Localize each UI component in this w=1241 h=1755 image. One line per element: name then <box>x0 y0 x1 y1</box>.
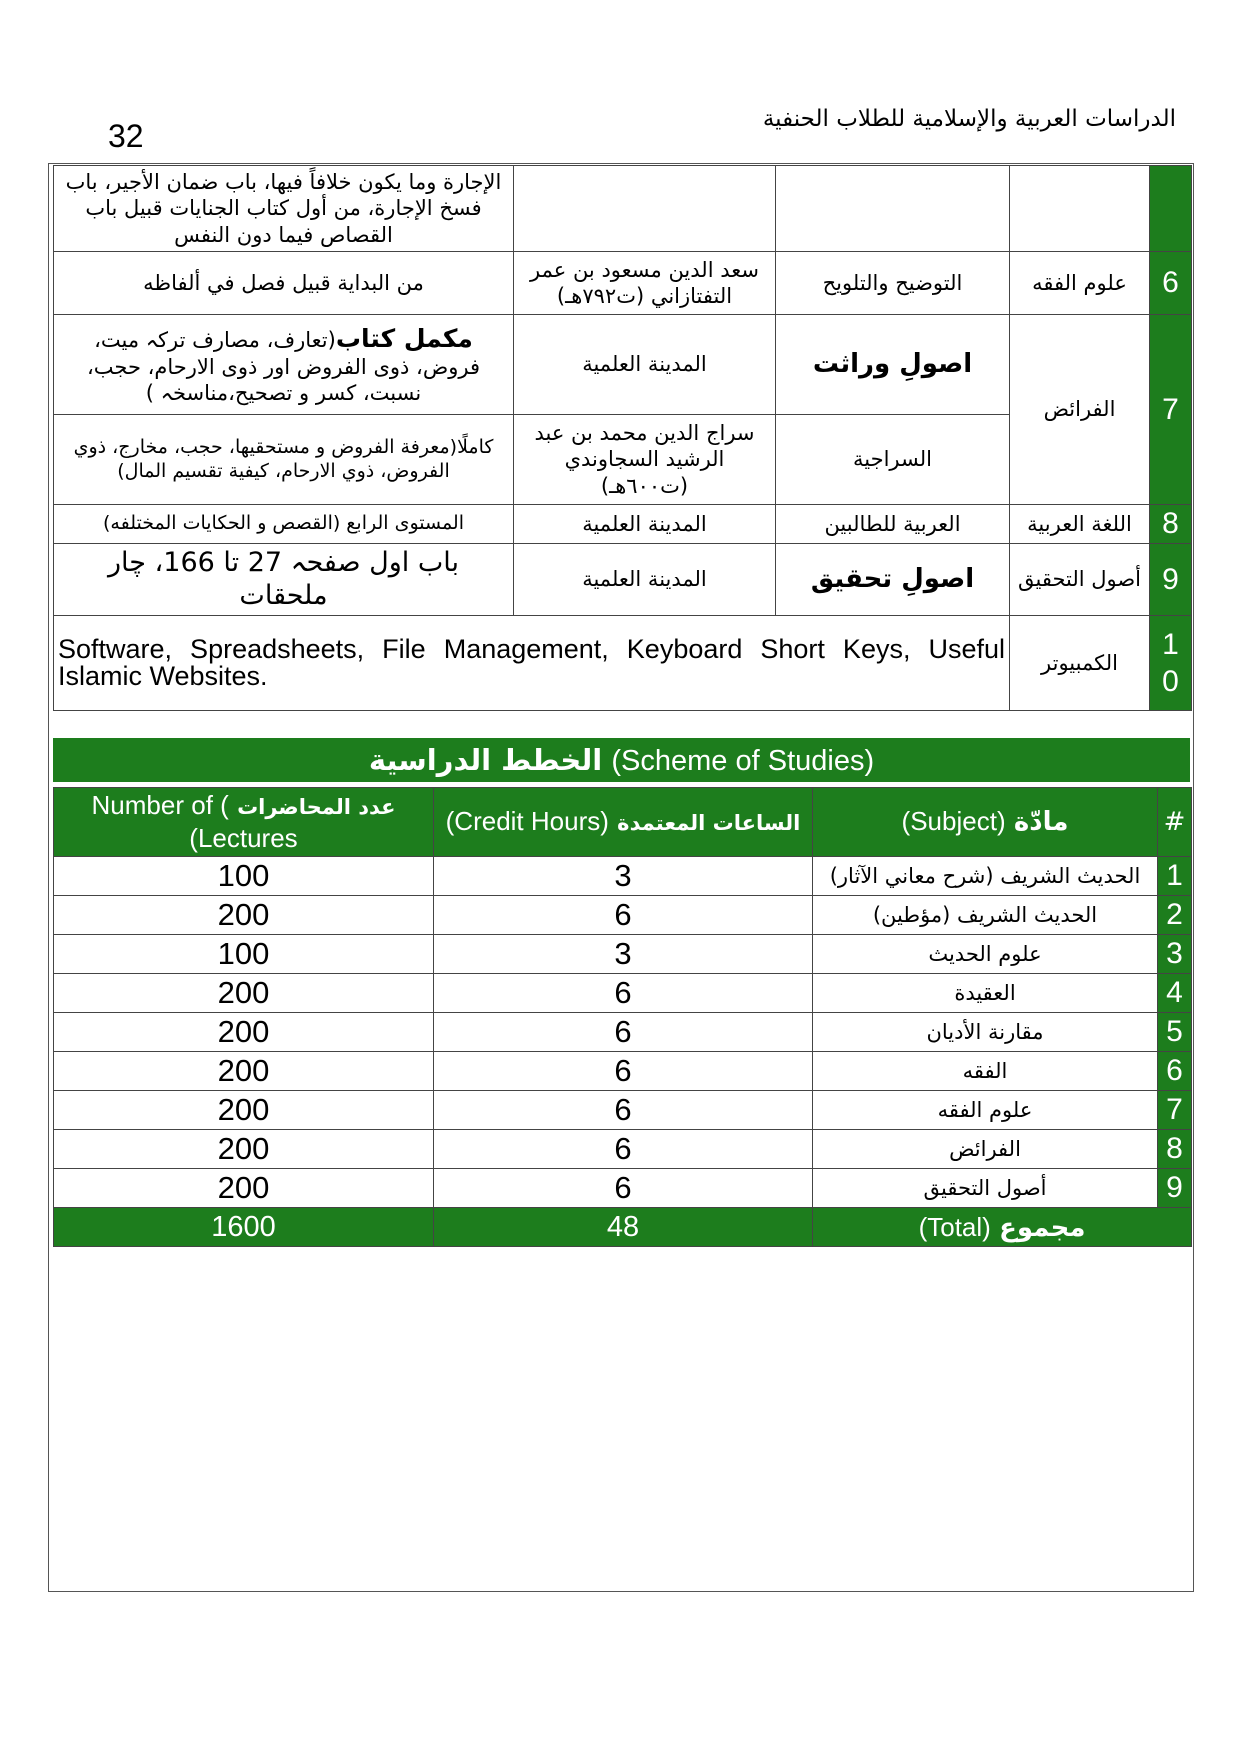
lectures-cell: 100 <box>54 857 434 896</box>
row-number: 6 <box>1150 252 1192 315</box>
book-cell: اصولِ وراثت <box>776 315 1010 415</box>
col-subject-ar: مادّة <box>1013 807 1069 838</box>
syllabus-cell: Software, Spreadsheets, File Management, Keyboard Short Keys, Useful Islamic Websites. <box>54 616 1010 711</box>
row-index: 2 <box>1158 896 1192 935</box>
lectures-cell: 100 <box>54 935 434 974</box>
subject-cell: أصول التحقيق <box>813 1169 1158 1208</box>
lectures-cell: 200 <box>54 1130 434 1169</box>
scheme-total-row <box>54 1208 1192 1247</box>
curriculum-row-7a <box>54 315 1192 415</box>
credit-hours-cell: 6 <box>434 1013 813 1052</box>
col-lectures-en: Number of ( (Lectures <box>91 789 298 853</box>
subject-cell: الفرائض <box>1010 315 1150 505</box>
scheme-row <box>54 1130 1192 1169</box>
scheme-title-en: (Scheme of Studies) <box>611 745 875 777</box>
subject-cell: علوم الفقه <box>1010 252 1150 315</box>
credit-hours-cell: 3 <box>434 857 813 896</box>
row-index: 9 <box>1158 1169 1192 1208</box>
col-credit-en: (Credit Hours) <box>445 806 609 837</box>
lectures-cell: 200 <box>54 1091 434 1130</box>
subject-cell: الكمبيوتر <box>1010 616 1150 711</box>
scheme-title-bar <box>53 738 1190 782</box>
author-cell <box>514 166 776 252</box>
total-lectures: 1600 <box>54 1208 434 1247</box>
row-number-digit: 1 <box>1162 627 1179 661</box>
row-index: 3 <box>1158 935 1192 974</box>
subject-cell: العقيدة <box>813 974 1158 1013</box>
subject-cell: أصول التحقيق <box>1010 543 1150 616</box>
curriculum-row-6 <box>54 252 1192 315</box>
row-number-digit: 0 <box>1162 665 1179 698</box>
scheme-row <box>54 1052 1192 1091</box>
credit-hours-cell: 6 <box>434 896 813 935</box>
scheme-row <box>54 974 1192 1013</box>
author-cell: سراج الدين محمد بن عبد الرشيد السجاوندي (ت٦٠٠هـ) <box>514 415 776 505</box>
col-hash: # <box>1158 788 1192 857</box>
col-subject <box>813 788 1158 857</box>
author-cell: المدينة العلمية <box>514 543 776 616</box>
col-credit-hours <box>434 788 813 857</box>
credit-hours-cell: 6 <box>434 1130 813 1169</box>
syllabus-cell: باب اول صفحہ 27 تا 166، چار ملحقات <box>54 543 514 616</box>
total-label-en: (Total) <box>918 1211 991 1242</box>
subject-cell: اللغة العربية <box>1010 505 1150 544</box>
row-index: 5 <box>1158 1013 1192 1052</box>
author-cell: المدينة العلمية <box>514 315 776 415</box>
row-number <box>1150 616 1192 711</box>
col-subject-en: (Subject) <box>901 806 1006 837</box>
scheme-row <box>54 1091 1192 1130</box>
credit-hours-cell: 3 <box>434 935 813 974</box>
subject-cell: علوم الفقه <box>813 1091 1158 1130</box>
total-label <box>813 1208 1192 1247</box>
total-credit: 48 <box>434 1208 813 1247</box>
scheme-title-ar: الخطط الدراسية <box>368 743 603 777</box>
row-index: 6 <box>1158 1052 1192 1091</box>
subject-cell: علوم الحديث <box>813 935 1158 974</box>
scheme-row <box>54 1169 1192 1208</box>
author-cell: المدينة العلمية <box>514 505 776 544</box>
credit-hours-cell: 6 <box>434 974 813 1013</box>
row-number: 7 <box>1150 315 1192 505</box>
scheme-row <box>54 935 1192 974</box>
credit-hours-cell: 6 <box>434 1091 813 1130</box>
book-cell: السراجية <box>776 415 1010 505</box>
scheme-row <box>54 857 1192 896</box>
curriculum-row-9 <box>54 543 1192 616</box>
credit-hours-cell: 6 <box>434 1169 813 1208</box>
subject-cell: مقارنة الأديان <box>813 1013 1158 1052</box>
book-cell: اصولِ تحقیق <box>776 543 1010 616</box>
row-number: 8 <box>1150 505 1192 544</box>
row-index: 7 <box>1158 1091 1192 1130</box>
lectures-cell: 200 <box>54 1169 434 1208</box>
curriculum-row-continuation <box>54 166 1192 252</box>
subject-cell <box>1010 166 1150 252</box>
credit-hours-cell: 6 <box>434 1052 813 1091</box>
scheme-header-row <box>54 788 1192 857</box>
col-lectures-ar: عدد المحاضرات <box>237 794 396 819</box>
syllabus-cell: المستوى الرابع (القصص و الحكايات المختلفه) <box>54 505 514 544</box>
scheme-row <box>54 896 1192 935</box>
curriculum-table <box>53 165 1192 711</box>
scheme-body <box>54 857 1192 1208</box>
running-header-title: الدراسات العربية والإسلامية للطلاب الحنفية <box>762 106 1176 132</box>
row-number-cell <box>1150 166 1192 252</box>
page-number: 32 <box>108 118 144 154</box>
syllabus-text: (تعارف، مصارف ترکہ میت، فروض، ذوی الفروض اور ذوی الارحام، حجب، نسبت، کسر و تصحیح،مناسخہ ) <box>87 327 480 406</box>
curriculum-row-10 <box>54 616 1192 711</box>
syllabus-cell: الإجارة وما يكون خلافاً فيها، باب ضمان الأجير، باب فسخ الإجارة، من أول كتاب الجنايات قبيل باب القصاص فيما دون النفس <box>54 166 514 252</box>
scheme-of-studies-table <box>53 787 1192 1247</box>
row-index: 8 <box>1158 1130 1192 1169</box>
row-index: 1 <box>1158 857 1192 896</box>
subject-cell: الفقه <box>813 1052 1158 1091</box>
book-cell: العربية للطالبين <box>776 505 1010 544</box>
book-cell: التوضيح والتلويح <box>776 252 1010 315</box>
col-credit-ar: الساعات المعتمدة <box>617 811 801 836</box>
lectures-cell: 200 <box>54 1013 434 1052</box>
subject-cell: الفرائض <box>813 1130 1158 1169</box>
subject-cell: الحديث الشريف (شرح معاني الآثار) <box>813 857 1158 896</box>
author-cell: سعد الدين مسعود بن عمر التفتازاني (ت٧٩٢هـ) <box>514 252 776 315</box>
syllabus-cell: من البداية قبيل فصل في ألفاظه <box>54 252 514 315</box>
syllabus-bold: مکمل کتاب <box>335 323 473 353</box>
curriculum-row-8 <box>54 505 1192 544</box>
subject-cell: الحديث الشريف (مؤطين) <box>813 896 1158 935</box>
syllabus-cell: كاملًا(معرفة الفروض و مستحقيها، حجب، مخارج، ذوي الفروض، ذوي الارحام، كيفية تقسيم المال) <box>54 415 514 505</box>
scheme-row <box>54 1013 1192 1052</box>
row-number: 9 <box>1150 543 1192 616</box>
lectures-cell: 200 <box>54 896 434 935</box>
lectures-cell: 200 <box>54 974 434 1013</box>
row-index: 4 <box>1158 974 1192 1013</box>
book-cell <box>776 166 1010 252</box>
total-label-ar: مجموع <box>999 1212 1086 1243</box>
col-lectures <box>54 788 434 857</box>
lectures-cell: 200 <box>54 1052 434 1091</box>
syllabus-cell <box>54 315 514 415</box>
